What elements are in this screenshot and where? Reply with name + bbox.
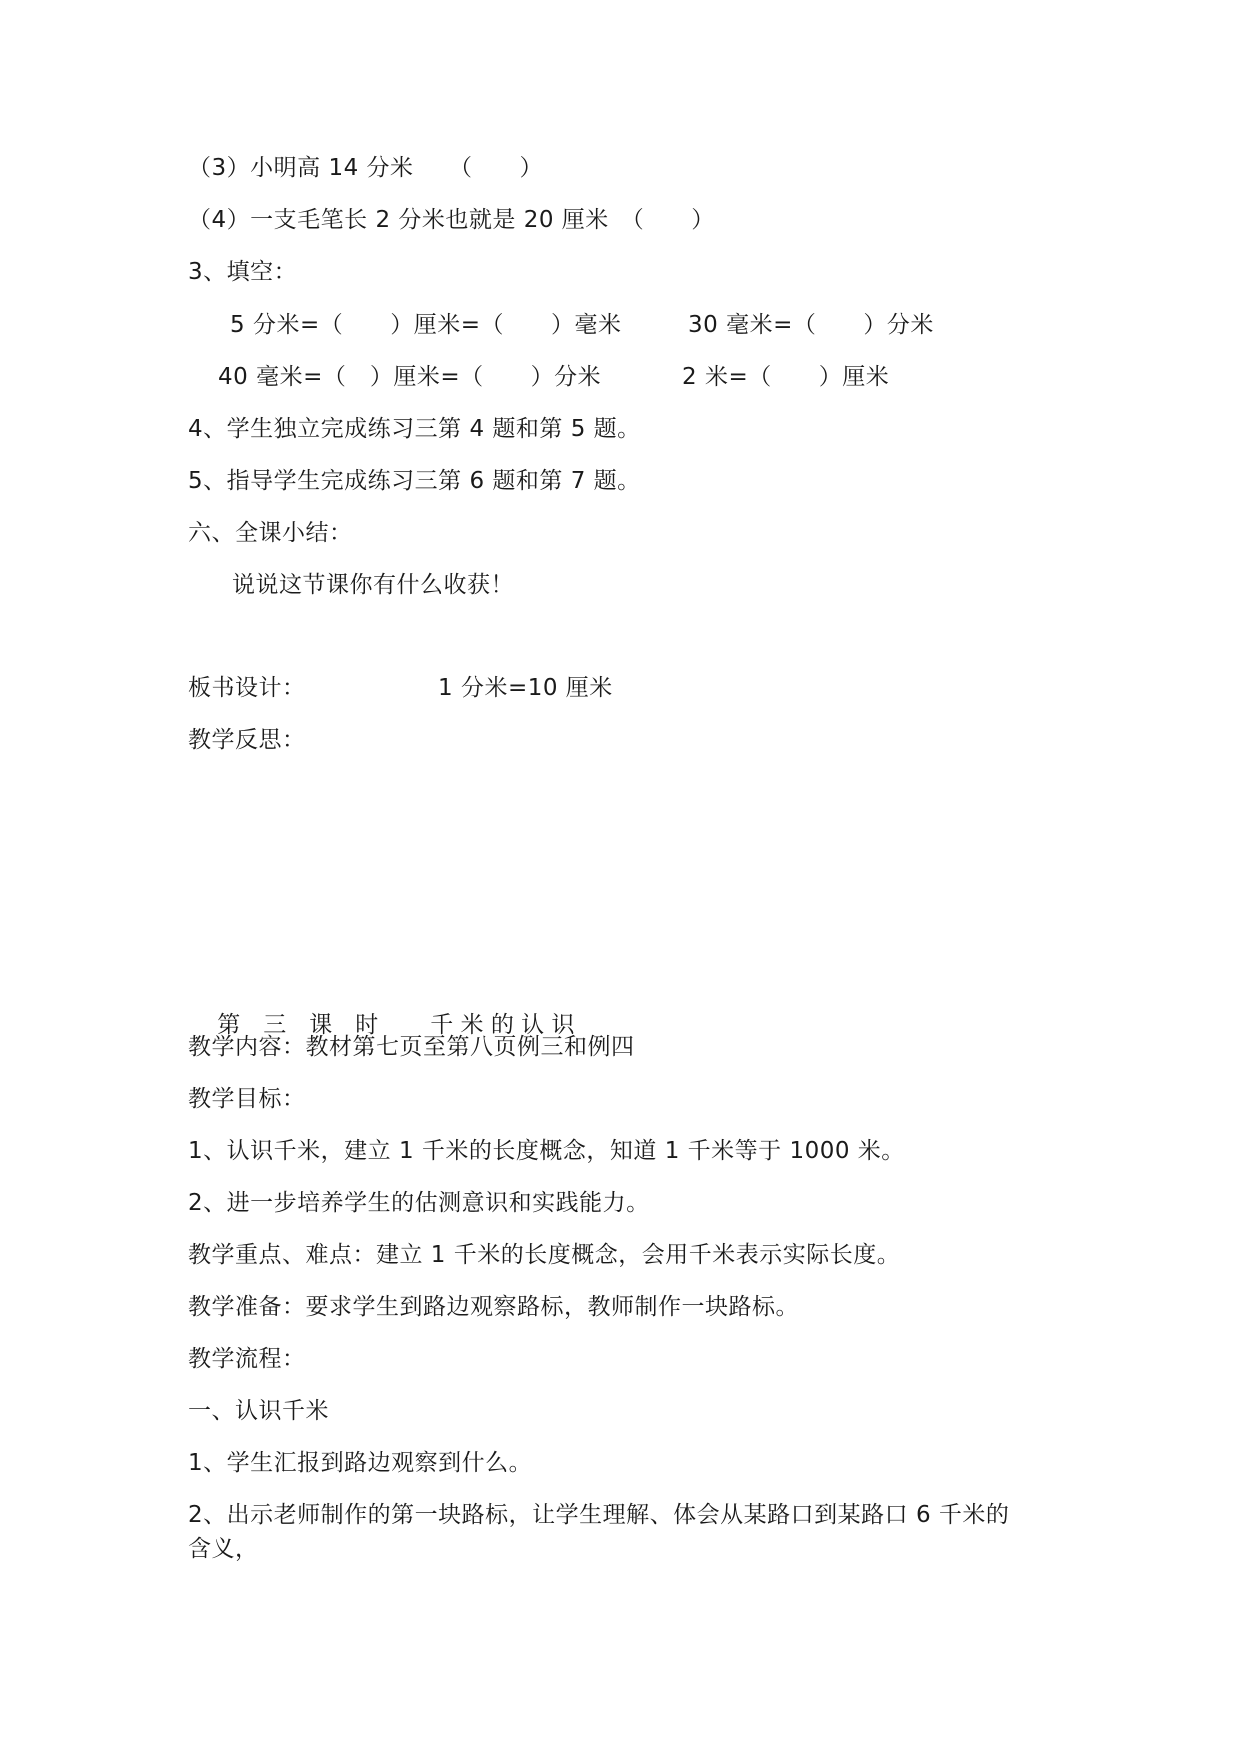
fill-row2-left: 40 毫米=（ ）厘米=（ ）分米 [218,364,602,390]
question-4: （4）一支毛笔长 2 分米也就是 20 厘米 （ ） [188,207,715,233]
step-2-line-1: 2、出示老师制作的第一块路标，让学生理解、体会从某路口到某路口 6 千米的 [188,1502,1010,1528]
summary-heading: 六、全课小结： [188,520,353,546]
teaching-goals-label: 教学目标： [188,1086,306,1112]
teaching-reflection-label: 教学反思： [188,727,306,753]
item-5: 5、指导学生完成练习三第 6 题和第 7 题。 [188,468,641,494]
summary-text: 说说这节课你有什么收获！ [232,572,514,598]
fill-blank-heading: 3、填空： [188,259,298,285]
key-points: 教学重点、难点：建立 1 千米的长度概念，会用千米表示实际长度。 [188,1242,901,1268]
fill-row2-right: 2 米=（ ）厘米 [682,364,890,390]
step-2-line-2: 含义， [188,1536,259,1562]
teaching-preparation: 教学准备：要求学生到路边观察路标，教师制作一块路标。 [188,1294,799,1320]
item-4: 4、学生独立完成练习三第 4 题和第 5 题。 [188,416,641,442]
teaching-process-label: 教学流程： [188,1346,306,1372]
question-3: （3）小明高 14 分米 （ ） [188,155,544,181]
lesson-topic: 千 米 的 认 识 [430,1012,575,1038]
fill-row1-left: 5 分米=（ ）厘米=（ ）毫米 [230,312,622,338]
goal-1: 1、认识千米，建立 1 千米的长度概念，知道 1 千米等于 1000 米。 [188,1138,905,1164]
goal-2: 2、进一步培养学生的估测意识和实践能力。 [188,1190,650,1216]
part-1-heading: 一、认识千米 [188,1398,329,1424]
lesson-number: 第 三 课 时 [217,1012,379,1038]
teaching-content: 教学内容：教材第七页至第八页例三和例四 [188,1034,635,1060]
step-1: 1、学生汇报到路边观察到什么。 [188,1450,533,1476]
board-design-content: 1 分米=10 厘米 [438,675,613,701]
fill-row1-right: 30 毫米=（ ）分米 [688,312,934,338]
board-design-label: 板书设计： [188,675,306,701]
